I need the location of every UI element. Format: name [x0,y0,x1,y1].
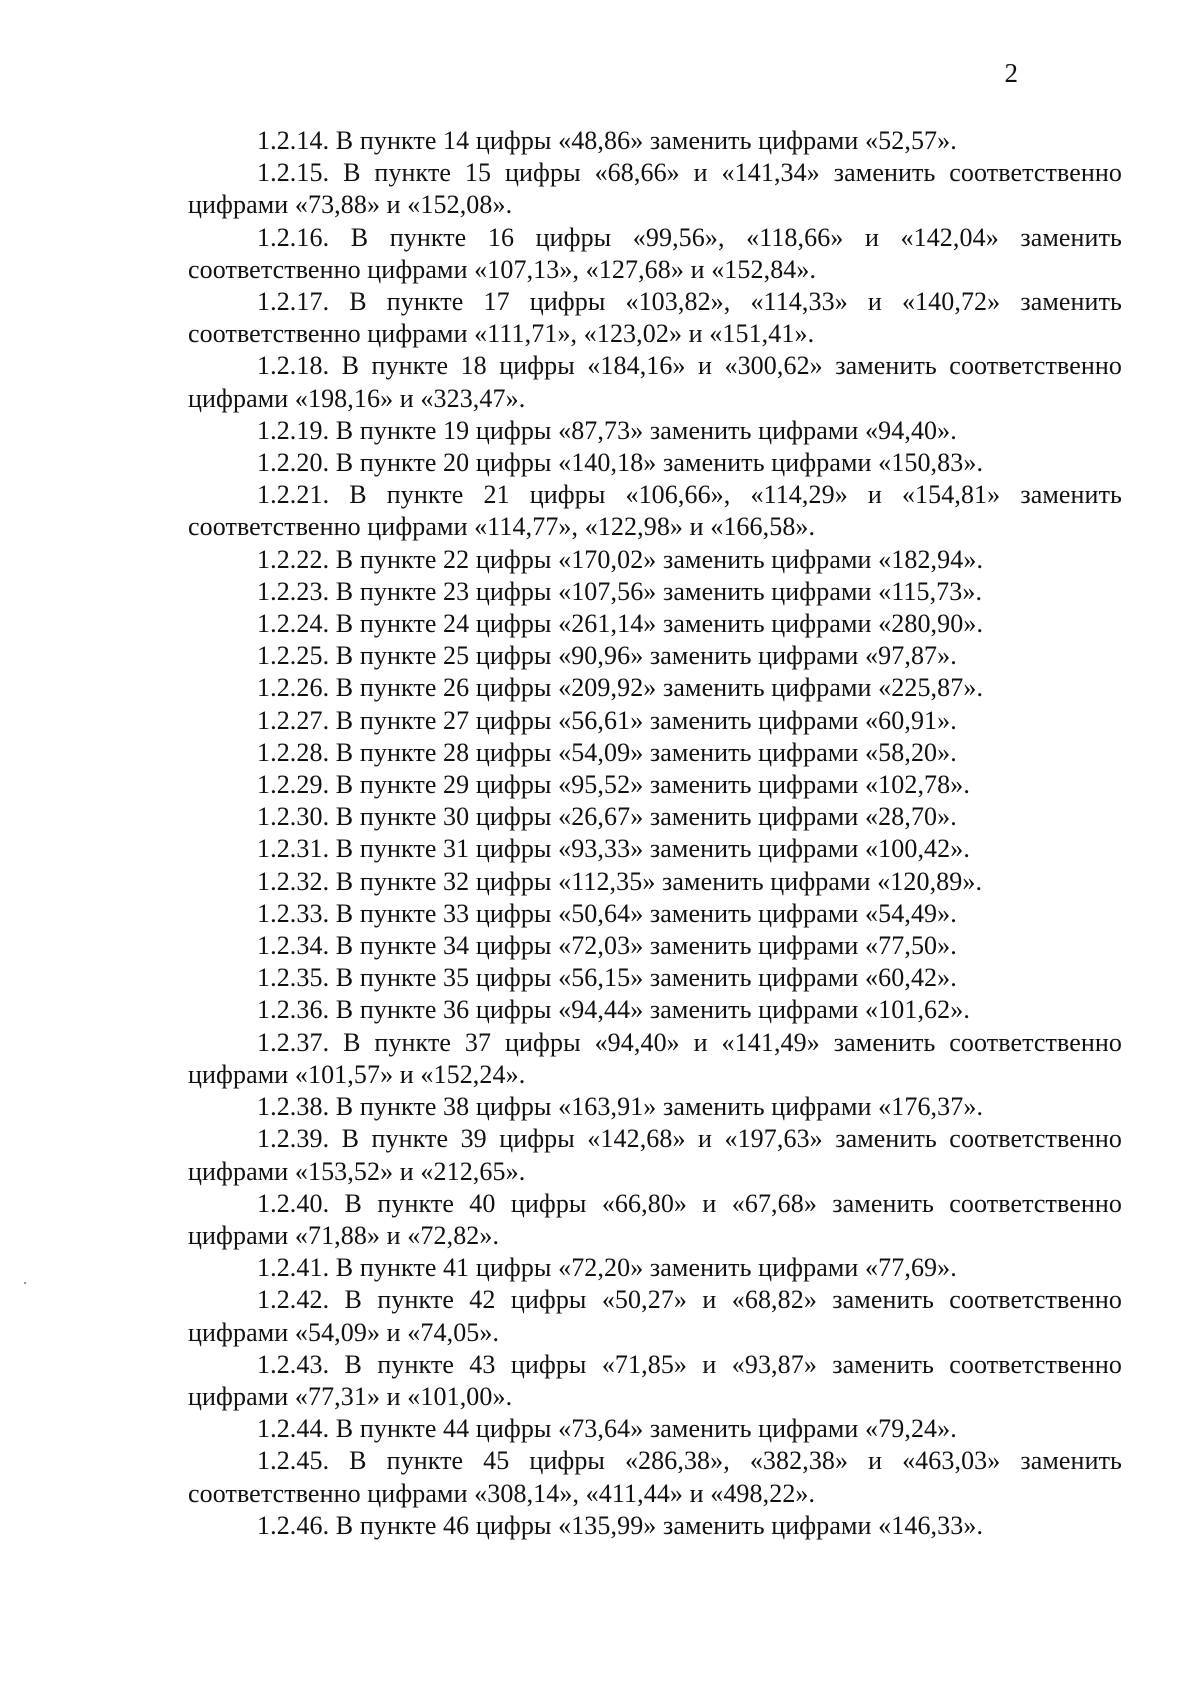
paragraph-1-2-38: 1.2.38. В пункте 38 цифры «163,91» заменить цифрами «176,37». [257,1092,984,1122]
paragraph-1-2-23: 1.2.23. В пункте 23 цифры «107,56» заменить цифрами «115,73». [257,576,983,606]
document-body [188,125,1122,1542]
paragraph-1-2-44: 1.2.44. В пункте 44 цифры «73,64» заменить цифрами «79,24». [257,1414,957,1444]
paragraph-1-2-15: 1.2.15. В пункте 15 цифры «68,66» и «141,34» заменить соответственно цифрами «73,88» и «152,08». [188,158,1122,220]
paragraph-1-2-14: 1.2.14. В пункте 14 цифры «48,86» заменить цифрами «52,57». [257,126,957,155]
paragraph-1-2-27: 1.2.27. В пункте 27 цифры «56,61» заменить цифрами «60,91». [257,705,957,735]
paragraph-1-2-28: 1.2.28. В пункте 28 цифры «54,09» заменить цифрами «58,20». [257,737,957,767]
paragraph-1-2-42: 1.2.42. В пункте 42 цифры «50,27» и «68,82» заменить соответственно цифрами «54,09» и «74,05». [188,1285,1122,1347]
paragraph-1-2-33: 1.2.33. В пункте 33 цифры «50,64» заменить цифрами «54,49». [257,898,957,928]
paragraph-1-2-32: 1.2.32. В пункте 32 цифры «112,35» заменить цифрами «120,89». [257,866,983,896]
paragraph-1-2-24: 1.2.24. В пункте 24 цифры «261,14» заменить цифрами «280,90». [257,609,984,639]
paragraph-1-2-17: 1.2.17. В пункте 17 цифры «103,82», «114,33» и «140,72» заменить соответственно цифрами «111,71», «123,02» и «151,41». [188,287,1122,349]
paragraph-1-2-29: 1.2.29. В пункте 29 цифры «95,52» заменить цифрами «102,78». [257,770,970,800]
paragraph-1-2-21: 1.2.21. В пункте 21 цифры «106,66», «114,29» и «154,81» заменить соответственно цифрами «114,77», «122,98» и «166,58». [188,480,1122,542]
paragraph-1-2-41: 1.2.41. В пункте 41 цифры «72,20» заменить цифрами «77,69». [257,1253,957,1283]
paragraph-1-2-25: 1.2.25. В пункте 25 цифры «90,96» заменить цифрами «97,87». [257,641,957,671]
paragraph-1-2-34: 1.2.34. В пункте 34 цифры «72,03» заменить цифрами «77,50». [257,931,957,961]
paragraph-1-2-46: 1.2.46. В пункте 46 цифры «135,99» заменить цифрами «146,33». [257,1510,984,1540]
paragraph-1-2-20: 1.2.20. В пункте 20 цифры «140,18» заменить цифрами «150,83». [257,448,984,478]
paragraph-1-2-35: 1.2.35. В пункте 35 цифры «56,15» заменить цифрами «60,42». [257,963,957,993]
paragraph-1-2-45: 1.2.45. В пункте 45 цифры «286,38», «382,38» и «463,03» заменить соответственно цифрами «308,14», «411,44» и «498,22». [188,1446,1122,1508]
paragraph-1-2-36: 1.2.36. В пункте 36 цифры «94,44» заменить цифрами «101,62». [257,995,970,1025]
scan-speck [24,1282,26,1284]
paragraph-1-2-31: 1.2.31. В пункте 31 цифры «93,33» заменить цифрами «100,42». [257,834,970,864]
paragraph-1-2-22: 1.2.22. В пункте 22 цифры «170,02» заменить цифрами «182,94». [257,544,984,574]
paragraph-1-2-37: 1.2.37. В пункте 37 цифры «94,40» и «141,49» заменить соответственно цифрами «101,57» и «152,24». [188,1027,1122,1089]
paragraph-1-2-40: 1.2.40. В пункте 40 цифры «66,80» и «67,68» заменить соответственно цифрами «71,88» и «72,82». [188,1188,1122,1250]
paragraph-1-2-16: 1.2.16. В пункте 16 цифры «99,56», «118,66» и «142,04» заменить соответственно цифрами «107,13», «127,68» и «152,84». [188,222,1122,284]
page-number: 2 [1004,58,1018,88]
paragraph-1-2-19: 1.2.19. В пункте 19 цифры «87,73» заменить цифрами «94,40». [257,415,957,445]
paragraph-1-2-30: 1.2.30. В пункте 30 цифры «26,67» заменить цифрами «28,70». [257,802,957,832]
paragraph-1-2-39: 1.2.39. В пункте 39 цифры «142,68» и «197,63» заменить соответственно цифрами «153,52» и «212,65». [188,1124,1122,1186]
paragraph-1-2-43: 1.2.43. В пункте 43 цифры «71,85» и «93,87» заменить соответственно цифрами «77,31» и «101,00». [188,1349,1122,1411]
paragraph-1-2-18: 1.2.18. В пункте 18 цифры «184,16» и «300,62» заменить соответственно цифрами «198,16» и «323,47». [188,351,1122,413]
paragraph-1-2-26: 1.2.26. В пункте 26 цифры «209,92» заменить цифрами «225,87». [257,673,984,703]
